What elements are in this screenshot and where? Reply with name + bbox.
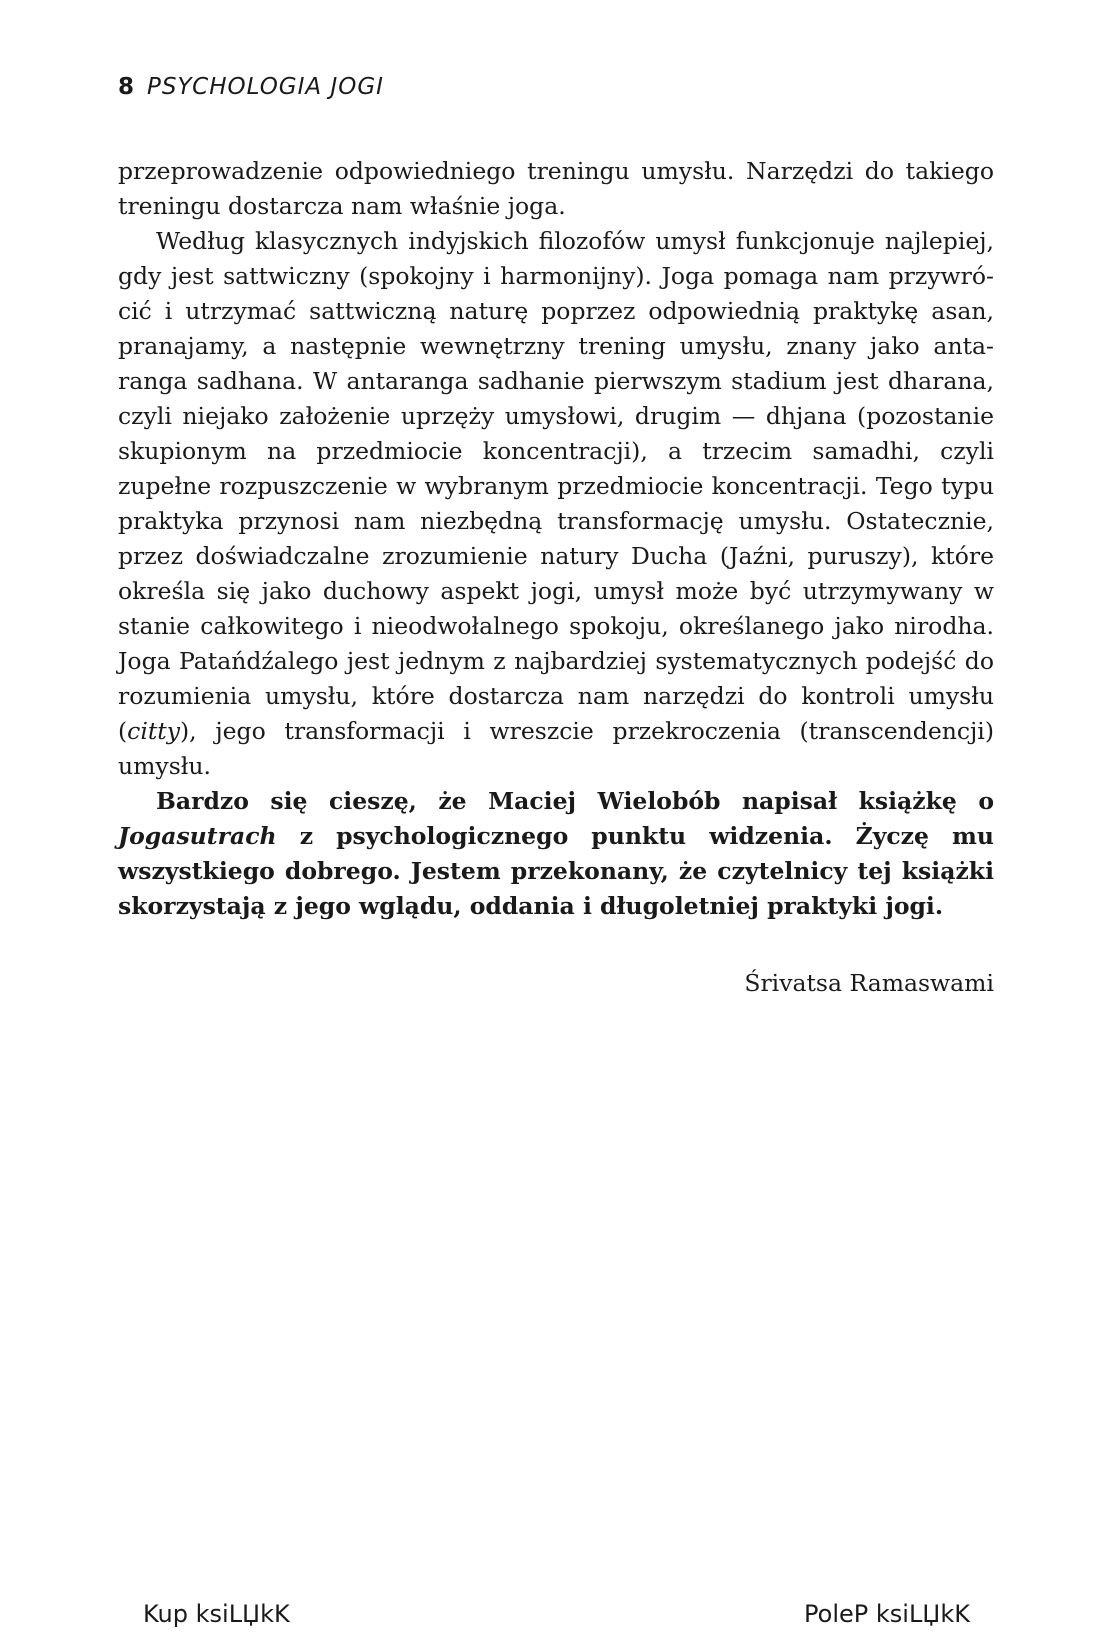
running-head [118, 74, 384, 100]
body-text [118, 154, 994, 924]
paragraph-2 [118, 224, 994, 784]
paragraph-2-text: Według klasycznych indyjskich filozofów umysł funkcjonuje najlepiej, gdy jest sattwiczny (spokojny i harmonijny). Joga pomaga nam przywrócić i utrzymać sattwiczną naturę poprzez odpowiednią praktykę asan, pranajamy, a następnie wewnętrzny trening umysłu, znany jako antaranga sadhana. W antaranga sadhanie pierwszym stadium jest dharana, czyli niejako założenie uprzęży umysłowi, drugim — dhjana (pozostanie skupionym na przedmiocie koncentracji), a trzecim samadhi, czyli zupełne rozpuszczenie w wybranym przedmiocie koncentracji. Tego typu praktyka przynosi nam niezbędną transformację umysłu. Ostatecznie, przez doświadczalne zrozumienie natury Ducha (Jaźni, puruszy), które określa się jako duchowy aspekt jogi, umysł może być utrzymywany w stanie całkowitego i nieodwołalnego spokoju, określanego jako nirodha. Joga Patańdźalego jest jednym z najbardziej systematycznych podejść do rozumienia umysłu, które dostarcza nam narzędzi do kontroli umysłu ( [118, 227, 994, 745]
book-title: PSYCHOLOGIA JOGI [147, 74, 384, 100]
paragraph-3 [118, 784, 994, 924]
paragraph-3-text-end: z psychologicznego punktu widzenia. Życzę mu wszystkiego dobrego. Jestem przekonany, że czytelnicy tej książki skorzystają z jego wglądu, oddania i długoletniej praktyki jogi. [118, 822, 994, 920]
paragraph-1 [118, 154, 994, 224]
buy-book-link[interactable]: Kup ksiLЏkK [143, 1600, 290, 1628]
paragraph-2-italic: citty [127, 717, 181, 745]
paragraph-3-italic: Jogasutrach [118, 822, 277, 850]
paragraph-3-text: Bardzo się cieszę, że Maciej Wielobób napisał książkę o [156, 787, 994, 815]
paragraph-2-text-end: ), jego transformacji i wreszcie przekroczenia (transcendencji) umysłu. [118, 717, 994, 780]
paragraph-1-text: przeprowadzenie odpowiedniego treningu umysłu. Narzędzi do takiego treningu dostarcza nam właśnie joga. [118, 157, 994, 220]
recommend-book-link[interactable]: PoleP ksiLЏkK [804, 1600, 970, 1628]
page-number: 8 [118, 74, 136, 100]
signature: Śrivatsa Ramaswami [744, 969, 994, 997]
